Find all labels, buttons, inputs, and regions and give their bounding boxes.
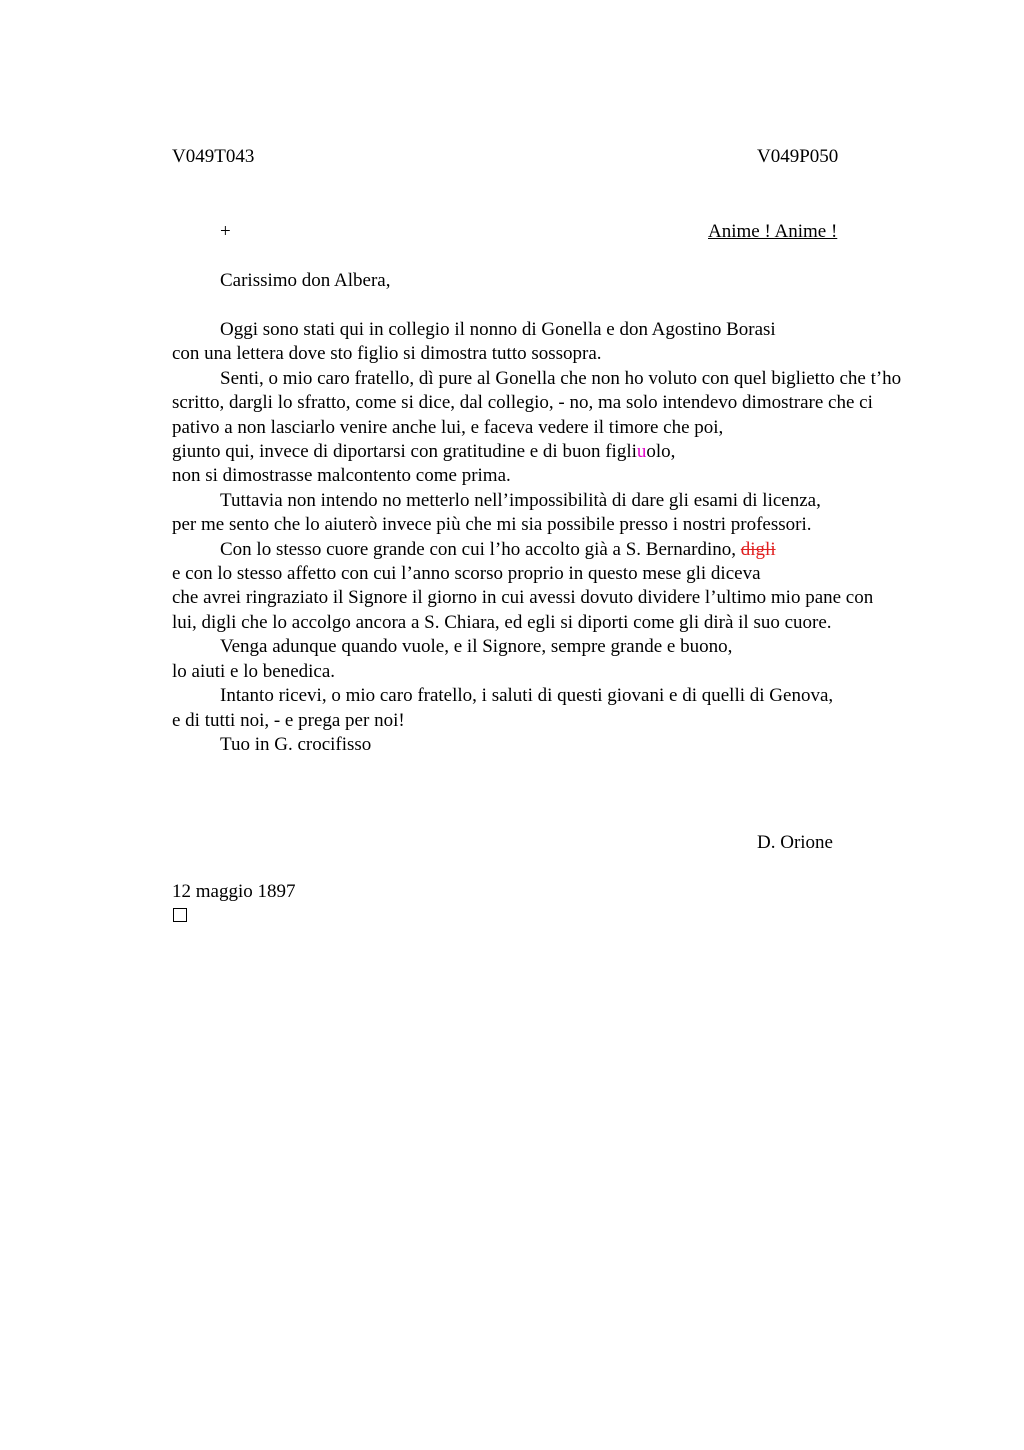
paragraph-3 [172, 489, 902, 538]
motto-heading: Anime ! Anime ! [708, 221, 838, 242]
paragraph-1 [172, 318, 902, 367]
paragraph-6 [172, 684, 902, 733]
letter-greeting: Carissimo don Albera, [220, 270, 391, 291]
letter-date: 12 maggio 1897 [172, 881, 296, 902]
paragraph-4-line-2: e con lo stesso affetto con cui l’anno scorso proprio in questo mese gli diceva [172, 563, 761, 585]
paragraph-5-line-1: Venga adunque quando vuole, e il Signore, sempre grande e buono, [220, 636, 733, 658]
paragraph-4-line-3: che avrei ringraziato il Signore il giorno in cui avessi dovuto dividere l’ultimo mio pane con lui, digli che lo accolgo ancora a S. Chiara, ed egli si diporti come gli dirà il suo cuore. [172, 587, 874, 633]
paragraph-2 [172, 367, 902, 489]
paragraph-2-line-b-pre: giunto qui, invece di diportarsi con gratitudine e di buon figli [172, 441, 637, 463]
paragraph-1-line-2: con una lettera dove sto figlio si dimostra tutto sossopra. [172, 343, 602, 365]
paragraph-6-line-1: Intanto ricevi, o mio caro fratello, i saluti di questi giovani e di quelli di Genova, [220, 685, 834, 707]
paragraph-1-line-1: Oggi sono stati qui in collegio il nonno di Gonella e don Agostino Borasi [220, 319, 776, 340]
paragraph-2-main: Senti, o mio caro fratello, dì pure al Gonella che non ho voluto con quel biglietto che t’ho scritto, dargli lo sfratto, come si dice, dal collegio, - no, ma solo intendevo dimostrare che ci pativo a non lasciarlo venire anche lui, e faceva vedere il timore che poi, [172, 367, 902, 438]
signature: D. Orione [757, 832, 833, 853]
paragraph-2-line-c: non si dimostrasse malcontento come prima. [172, 465, 511, 487]
paragraph-4-line-1: Con lo stesso cuore grande con cui l’ho accolto già a S. Bernardino, [220, 538, 741, 560]
paragraph-2-line-b-post: olo, [646, 441, 676, 463]
letter-body [172, 318, 902, 757]
paragraph-5-line-2: lo aiuti e lo benedica. [172, 660, 336, 682]
paragraph-2-line-b [172, 440, 902, 464]
paragraph-4 [172, 538, 902, 636]
insertion-mark: u [636, 441, 647, 463]
paragraph-3-line-2: per me sento che lo aiuterò invece più che mi sia possibile presso i nostri professori. [172, 514, 812, 536]
letter-signoff: Tuo in G. crocifisso [220, 733, 372, 755]
cross-symbol: + [220, 221, 231, 242]
document-code-left: V049T043 [172, 146, 255, 167]
document-code-right: V049P050 [757, 146, 839, 167]
checkbox-square-icon [173, 908, 187, 922]
paragraph-3-line-1: Tuttavia non intendo no metterlo nell’impossibilità di dare gli esami di licenza, [220, 489, 821, 511]
deletion-mark: digli [740, 538, 776, 560]
paragraph-6-line-2: e di tutti noi, - e prega per noi! [172, 709, 405, 731]
paragraph-5 [172, 635, 902, 684]
